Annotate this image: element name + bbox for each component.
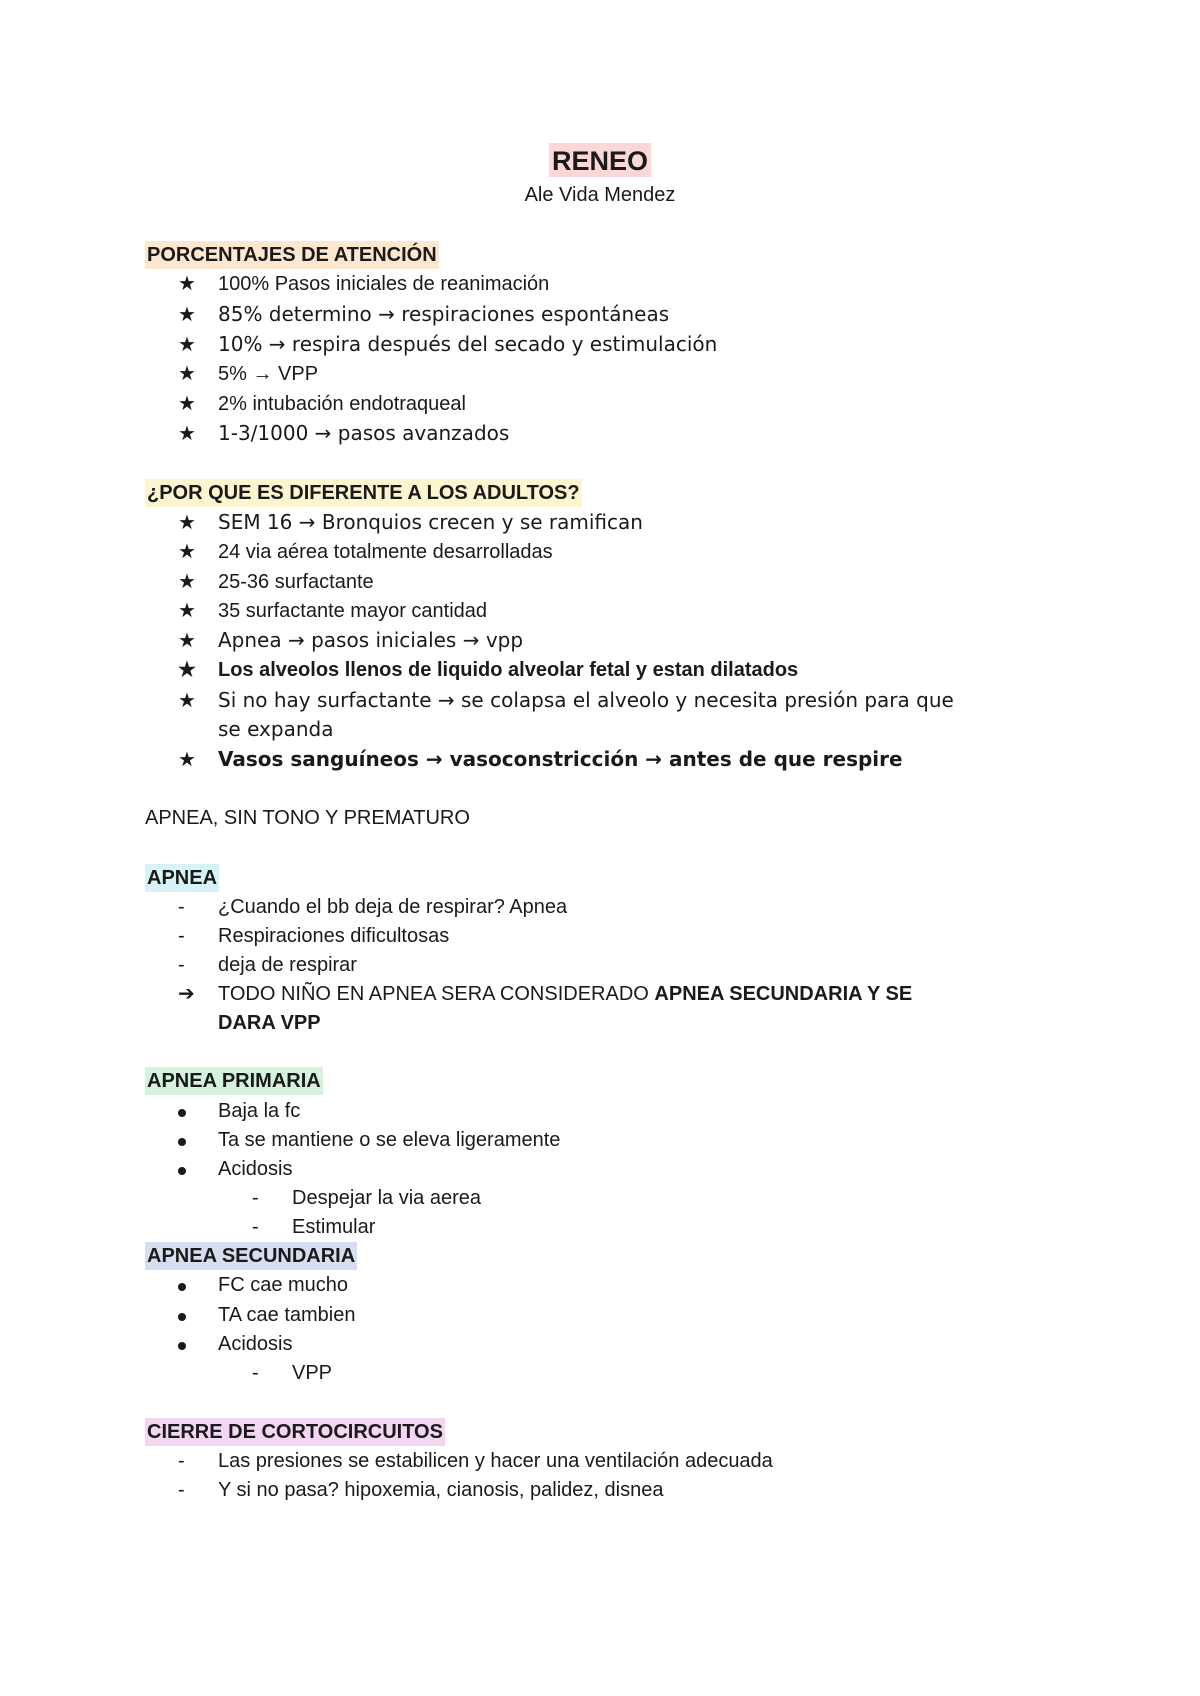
doc-title: RENEO (549, 143, 651, 177)
star-icon: ★ (178, 600, 196, 622)
dash-icon: - (178, 896, 185, 918)
star-icon: ★ (178, 541, 196, 563)
star-icon: ★ (178, 628, 196, 652)
bullet-icon (178, 1301, 202, 1330)
star-icon: ★ (178, 302, 196, 326)
dash-icon: - (178, 925, 185, 947)
heading-apnea-secundaria: APNEA SECUNDARIA (145, 1242, 357, 1270)
dash-icon: - (178, 1450, 185, 1472)
dash-icon: - (252, 1216, 259, 1238)
star-icon: ★ (178, 363, 196, 385)
star-icon: ★ (178, 510, 196, 534)
star-icon: ★ (178, 332, 196, 356)
plain-line: APNEA, SIN TONO Y PREMATURO (145, 807, 470, 829)
document-page: RENEO Ale Vida Mendez PORCENTAJES DE ATENCIÓN ★ 100% Pasos iniciales de reanimación ★ 85% determino → respiraciones espontáneas ★ 10% → respira después del secado y estimulación ★ 5% → VPP ★ 2% intubación endotraqueal ★ 1-3/1000 → pasos avanzados ¿POR QUE ES DIFERENTE A LOS ADULTOS? ★ SEM 16 → Bronquios crecen y se ramifican ★ 24 via aérea totalmente desarrolladas ★ 25-36 surfactante ★ 35 surfactante mayor cantidad ★ Apnea → pasos iniciales → vpp ★ Los alveolos llenos de liquido alveolar fetal y estan dilatados ★ Si no hay surfactante → se colapsa el alveolo y necesita presión para que se expanda ★ Vasos sanguíneos → vasoconstricción → antes de que respire APNEA, SIN TONO Y PREMATURO APNEA - ¿Cuando el bb deja de respirar? Apnea - Respiraciones dificultosas - deja de respirar ➔ TODO NIÑO EN APNEA SERA CONSIDERADO APNEA SECUNDARIA Y SE DARA VPP APNEA PRIMARIA Baja la fc Ta se mantiene o se eleva ligeramente Acidosis - Despejar la via aerea - Estimular APNEA SECUNDARIA FC cae mucho TA cae tambien Acidosis - VPP CIERRE DE CORTOCIRCUITOS - Las presiones se estabilicen y hacer una ventilación adecuada - Y si no pasa? hipoxemia, cianosis, palidez, disnea (0, 0, 1200, 1696)
dash-icon: - (252, 1362, 259, 1384)
star-icon: ★ (178, 273, 196, 295)
dash-icon: - (178, 1479, 185, 1501)
heading-cierre-cortocircuitos: CIERRE DE CORTOCIRCUITOS (145, 1418, 445, 1446)
bullet-icon (178, 1097, 202, 1126)
star-icon: ★ (178, 571, 196, 593)
star-icon: ★ (178, 659, 196, 681)
bullet-icon (178, 1330, 202, 1359)
heading-diferente-adultos: ¿POR QUE ES DIFERENTE A LOS ADULTOS? (145, 479, 582, 507)
doc-author: Ale Vida Mendez (524, 184, 676, 206)
bullet-icon (178, 1271, 202, 1300)
star-icon: ★ (178, 393, 196, 415)
arrow-right-icon: ➔ (178, 983, 195, 1005)
dash-icon: - (252, 1187, 259, 1209)
heading-apnea: APNEA (145, 864, 219, 892)
star-icon: ★ (178, 688, 196, 712)
star-icon: ★ (178, 747, 196, 771)
bullet-icon (178, 1155, 202, 1184)
dash-icon: - (178, 954, 185, 976)
bullet-icon (178, 1126, 202, 1155)
star-icon: ★ (178, 421, 196, 445)
heading-porcentajes: PORCENTAJES DE ATENCIÓN (145, 241, 439, 269)
heading-apnea-primaria: APNEA PRIMARIA (145, 1067, 323, 1095)
